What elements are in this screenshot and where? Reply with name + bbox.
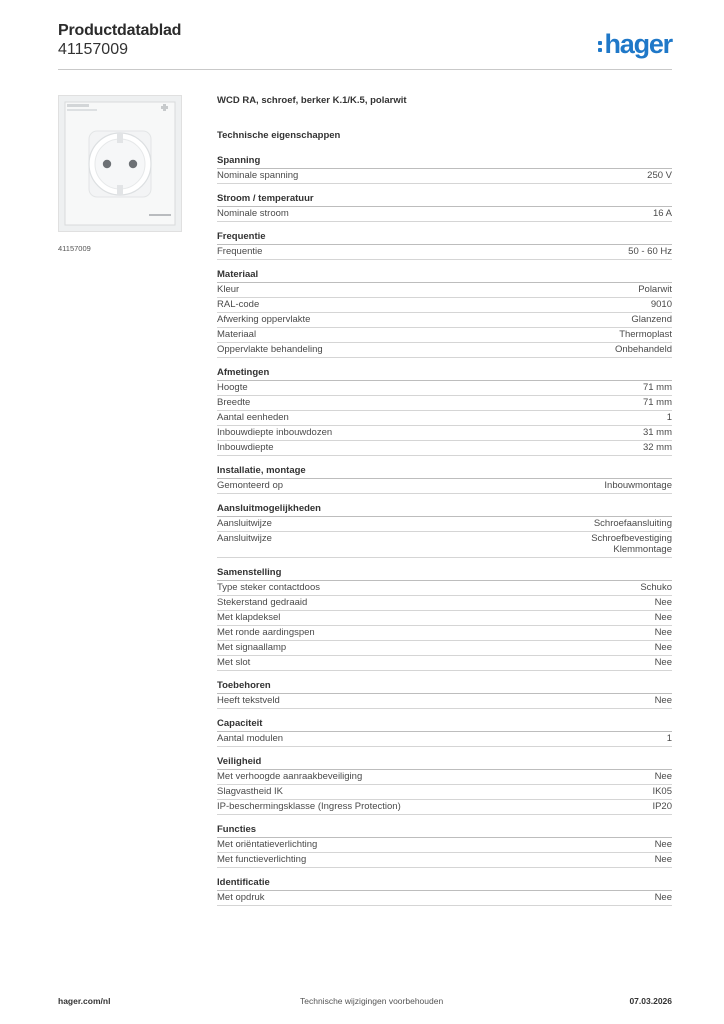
spec-row <box>217 611 672 626</box>
spec-value-line: Nee <box>654 657 672 668</box>
spec-value <box>604 480 672 491</box>
spec-value-line: Nee <box>654 695 672 706</box>
spec-section-title: Afmetingen <box>217 367 672 381</box>
spec-value <box>655 642 672 653</box>
spec-section-title: Toebehoren <box>217 680 672 694</box>
spec-section-title: Samenstelling <box>217 567 672 581</box>
spec-row <box>217 313 672 328</box>
spec-row <box>217 517 672 532</box>
spec-label: Frequentie <box>217 246 263 257</box>
spec-value-line: IK05 <box>652 786 672 797</box>
spec-value <box>655 839 672 850</box>
spec-label: IP-beschermingsklasse (Ingress Protection) <box>217 801 401 812</box>
spec-value-line: 1 <box>666 412 672 423</box>
spec-section-title: Stroom / temperatuur <box>217 193 672 207</box>
spec-section <box>217 877 672 906</box>
spec-value <box>655 597 672 608</box>
spec-section-title: Materiaal <box>217 269 672 283</box>
document-title: Productdatablad <box>58 22 182 39</box>
spec-label: Slagvastheid IK <box>217 786 284 797</box>
brand-logo <box>598 28 672 58</box>
footer-date: 07.03.2026 <box>629 996 672 1006</box>
spec-value <box>638 284 672 295</box>
spec-value <box>652 786 672 797</box>
spec-row <box>217 656 672 671</box>
spec-section <box>217 718 672 747</box>
spec-value <box>655 657 672 668</box>
spec-section <box>217 367 672 456</box>
spec-label: Met functieverlichting <box>217 854 307 865</box>
spec-section-title: Identificatie <box>217 877 672 891</box>
spec-value-line: Nee <box>654 839 672 850</box>
spec-label: Met slot <box>217 657 251 668</box>
page-header <box>58 22 672 68</box>
spec-label: RAL-code <box>217 299 260 310</box>
spec-value <box>667 412 672 423</box>
spec-value <box>655 854 672 865</box>
spec-value <box>643 382 672 393</box>
spec-section-title: Frequentie <box>217 231 672 245</box>
spec-value-line: Onbehandeld <box>614 344 672 355</box>
spec-value-line: Nee <box>654 892 672 903</box>
spec-label: Materiaal <box>217 329 257 340</box>
spec-value-line: 1 <box>666 733 672 744</box>
spec-value-line: 250 V <box>647 170 672 181</box>
spec-value <box>640 582 672 593</box>
spec-row <box>217 343 672 358</box>
spec-row <box>217 169 672 184</box>
spec-value <box>631 314 672 325</box>
spec-value-line: 71 mm <box>642 382 672 393</box>
spec-row <box>217 532 672 558</box>
spec-value <box>619 329 672 340</box>
spec-label: Nominale stroom <box>217 208 289 219</box>
spec-row <box>217 283 672 298</box>
spec-value <box>643 397 672 408</box>
spec-label: Oppervlakte behandeling <box>217 344 323 355</box>
spec-row <box>217 581 672 596</box>
footer-website[interactable]: hager.com/nl <box>58 996 111 1006</box>
spec-row <box>217 298 672 313</box>
header-divider <box>58 69 672 70</box>
spec-row <box>217 441 672 456</box>
spec-value <box>653 208 672 219</box>
spec-row <box>217 328 672 343</box>
product-title: WCD RA, schroef, berker K.1/K.5, polarwit <box>217 95 407 106</box>
spec-row <box>217 245 672 260</box>
spec-section-title: Functies <box>217 824 672 838</box>
spec-section <box>217 824 672 868</box>
spec-value-line: 71 mm <box>642 397 672 408</box>
spec-row <box>217 479 672 494</box>
spec-value-line: Inbouwmontage <box>604 480 672 491</box>
spec-value <box>651 299 672 310</box>
spec-label: Inbouwdiepte inbouwdozen <box>217 427 333 438</box>
spec-value-line: IP20 <box>652 801 672 812</box>
spec-label: Afwerking oppervlakte <box>217 314 311 325</box>
spec-section <box>217 193 672 222</box>
spec-value-line: Klemmontage <box>613 544 672 555</box>
spec-section-title: Spanning <box>217 155 672 169</box>
spec-section <box>217 680 672 709</box>
spec-section-title: Capaciteit <box>217 718 672 732</box>
spec-section-title: Aansluitmogelijkheden <box>217 503 672 517</box>
spec-label: Aansluitwijze <box>217 533 272 544</box>
spec-value-line: Nee <box>654 854 672 865</box>
spec-label: Met klapdeksel <box>217 612 281 623</box>
spec-label: Gemonteerd op <box>217 480 284 491</box>
spec-label: Met verhoogde aanraakbeveiliging <box>217 771 363 782</box>
spec-row <box>217 641 672 656</box>
spec-value-line: Nee <box>654 597 672 608</box>
spec-value <box>643 442 672 453</box>
product-photo <box>58 95 182 232</box>
spec-row <box>217 853 672 868</box>
spec-label: Type steker contactdoos <box>217 582 320 593</box>
spec-value <box>628 246 672 257</box>
spec-label: Met opdruk <box>217 892 265 903</box>
spec-label: Met oriëntatieverlichting <box>217 839 318 850</box>
spec-row <box>217 732 672 747</box>
spec-value-line: 9010 <box>650 299 672 310</box>
spec-value-line: 31 mm <box>642 427 672 438</box>
spec-row <box>217 785 672 800</box>
spec-row <box>217 381 672 396</box>
photo-caption: 41157009 <box>58 244 91 253</box>
spec-row <box>217 770 672 785</box>
spec-value-line: Nee <box>654 612 672 623</box>
spec-label: Aantal modulen <box>217 733 284 744</box>
spec-section <box>217 231 672 260</box>
spec-section <box>217 269 672 358</box>
spec-value <box>594 518 672 529</box>
spec-row <box>217 426 672 441</box>
spec-value <box>643 427 672 438</box>
spec-value-line: Nee <box>654 642 672 653</box>
spec-row <box>217 207 672 222</box>
spec-row <box>217 838 672 853</box>
product-number: 41157009 <box>58 41 128 58</box>
spec-label: Met ronde aardingspen <box>217 627 315 638</box>
spec-section <box>217 465 672 494</box>
spec-value <box>655 612 672 623</box>
spec-value <box>591 533 672 555</box>
spec-value <box>667 733 672 744</box>
spec-value-line: Nee <box>654 771 672 782</box>
spec-row <box>217 891 672 906</box>
logo-dots-icon <box>598 41 602 52</box>
spec-section-title: Installatie, montage <box>217 465 672 479</box>
spec-value <box>647 170 672 181</box>
spec-section <box>217 567 672 671</box>
socket-outlet-image <box>59 96 181 231</box>
spec-value <box>655 771 672 782</box>
spec-row <box>217 694 672 709</box>
spec-value <box>655 695 672 706</box>
spec-value-line: Schroefbevestiging <box>591 533 672 544</box>
spec-value-line: 50 - 60 Hz <box>628 246 672 257</box>
spec-value-line: Thermoplast <box>619 329 672 340</box>
spec-row <box>217 626 672 641</box>
spec-value <box>615 344 672 355</box>
spec-section <box>217 155 672 184</box>
spec-value-line: Schroefaansluiting <box>593 518 672 529</box>
specification-table <box>217 155 672 915</box>
spec-label: Inbouwdiepte <box>217 442 274 453</box>
spec-label: Kleur <box>217 284 240 295</box>
spec-value-line: Glanzend <box>631 314 672 325</box>
spec-value <box>652 801 672 812</box>
logo-text: hager <box>604 29 672 59</box>
spec-value <box>655 892 672 903</box>
spec-row <box>217 596 672 611</box>
spec-label: Aansluitwijze <box>217 518 272 529</box>
spec-section-title: Veiligheid <box>217 756 672 770</box>
technical-properties-heading: Technische eigenschappen <box>217 130 341 141</box>
spec-section <box>217 756 672 815</box>
spec-row <box>217 800 672 815</box>
spec-value-line: Nee <box>654 627 672 638</box>
spec-label: Met signaallamp <box>217 642 287 653</box>
spec-section <box>217 503 672 558</box>
spec-label: Hoogte <box>217 382 248 393</box>
spec-value-line: 16 A <box>652 208 672 219</box>
spec-row <box>217 411 672 426</box>
footer-disclaimer: Technische wijzigingen voorbehouden <box>300 996 444 1006</box>
spec-label: Nominale spanning <box>217 170 299 181</box>
spec-row <box>217 396 672 411</box>
spec-label: Breedte <box>217 397 251 408</box>
spec-label: Stekerstand gedraaid <box>217 597 308 608</box>
spec-value-line: Polarwit <box>638 284 672 295</box>
spec-value-line: Schuko <box>640 582 672 593</box>
spec-value <box>655 627 672 638</box>
spec-label: Aantal eenheden <box>217 412 289 423</box>
spec-label: Heeft tekstveld <box>217 695 280 706</box>
spec-value-line: 32 mm <box>642 442 672 453</box>
